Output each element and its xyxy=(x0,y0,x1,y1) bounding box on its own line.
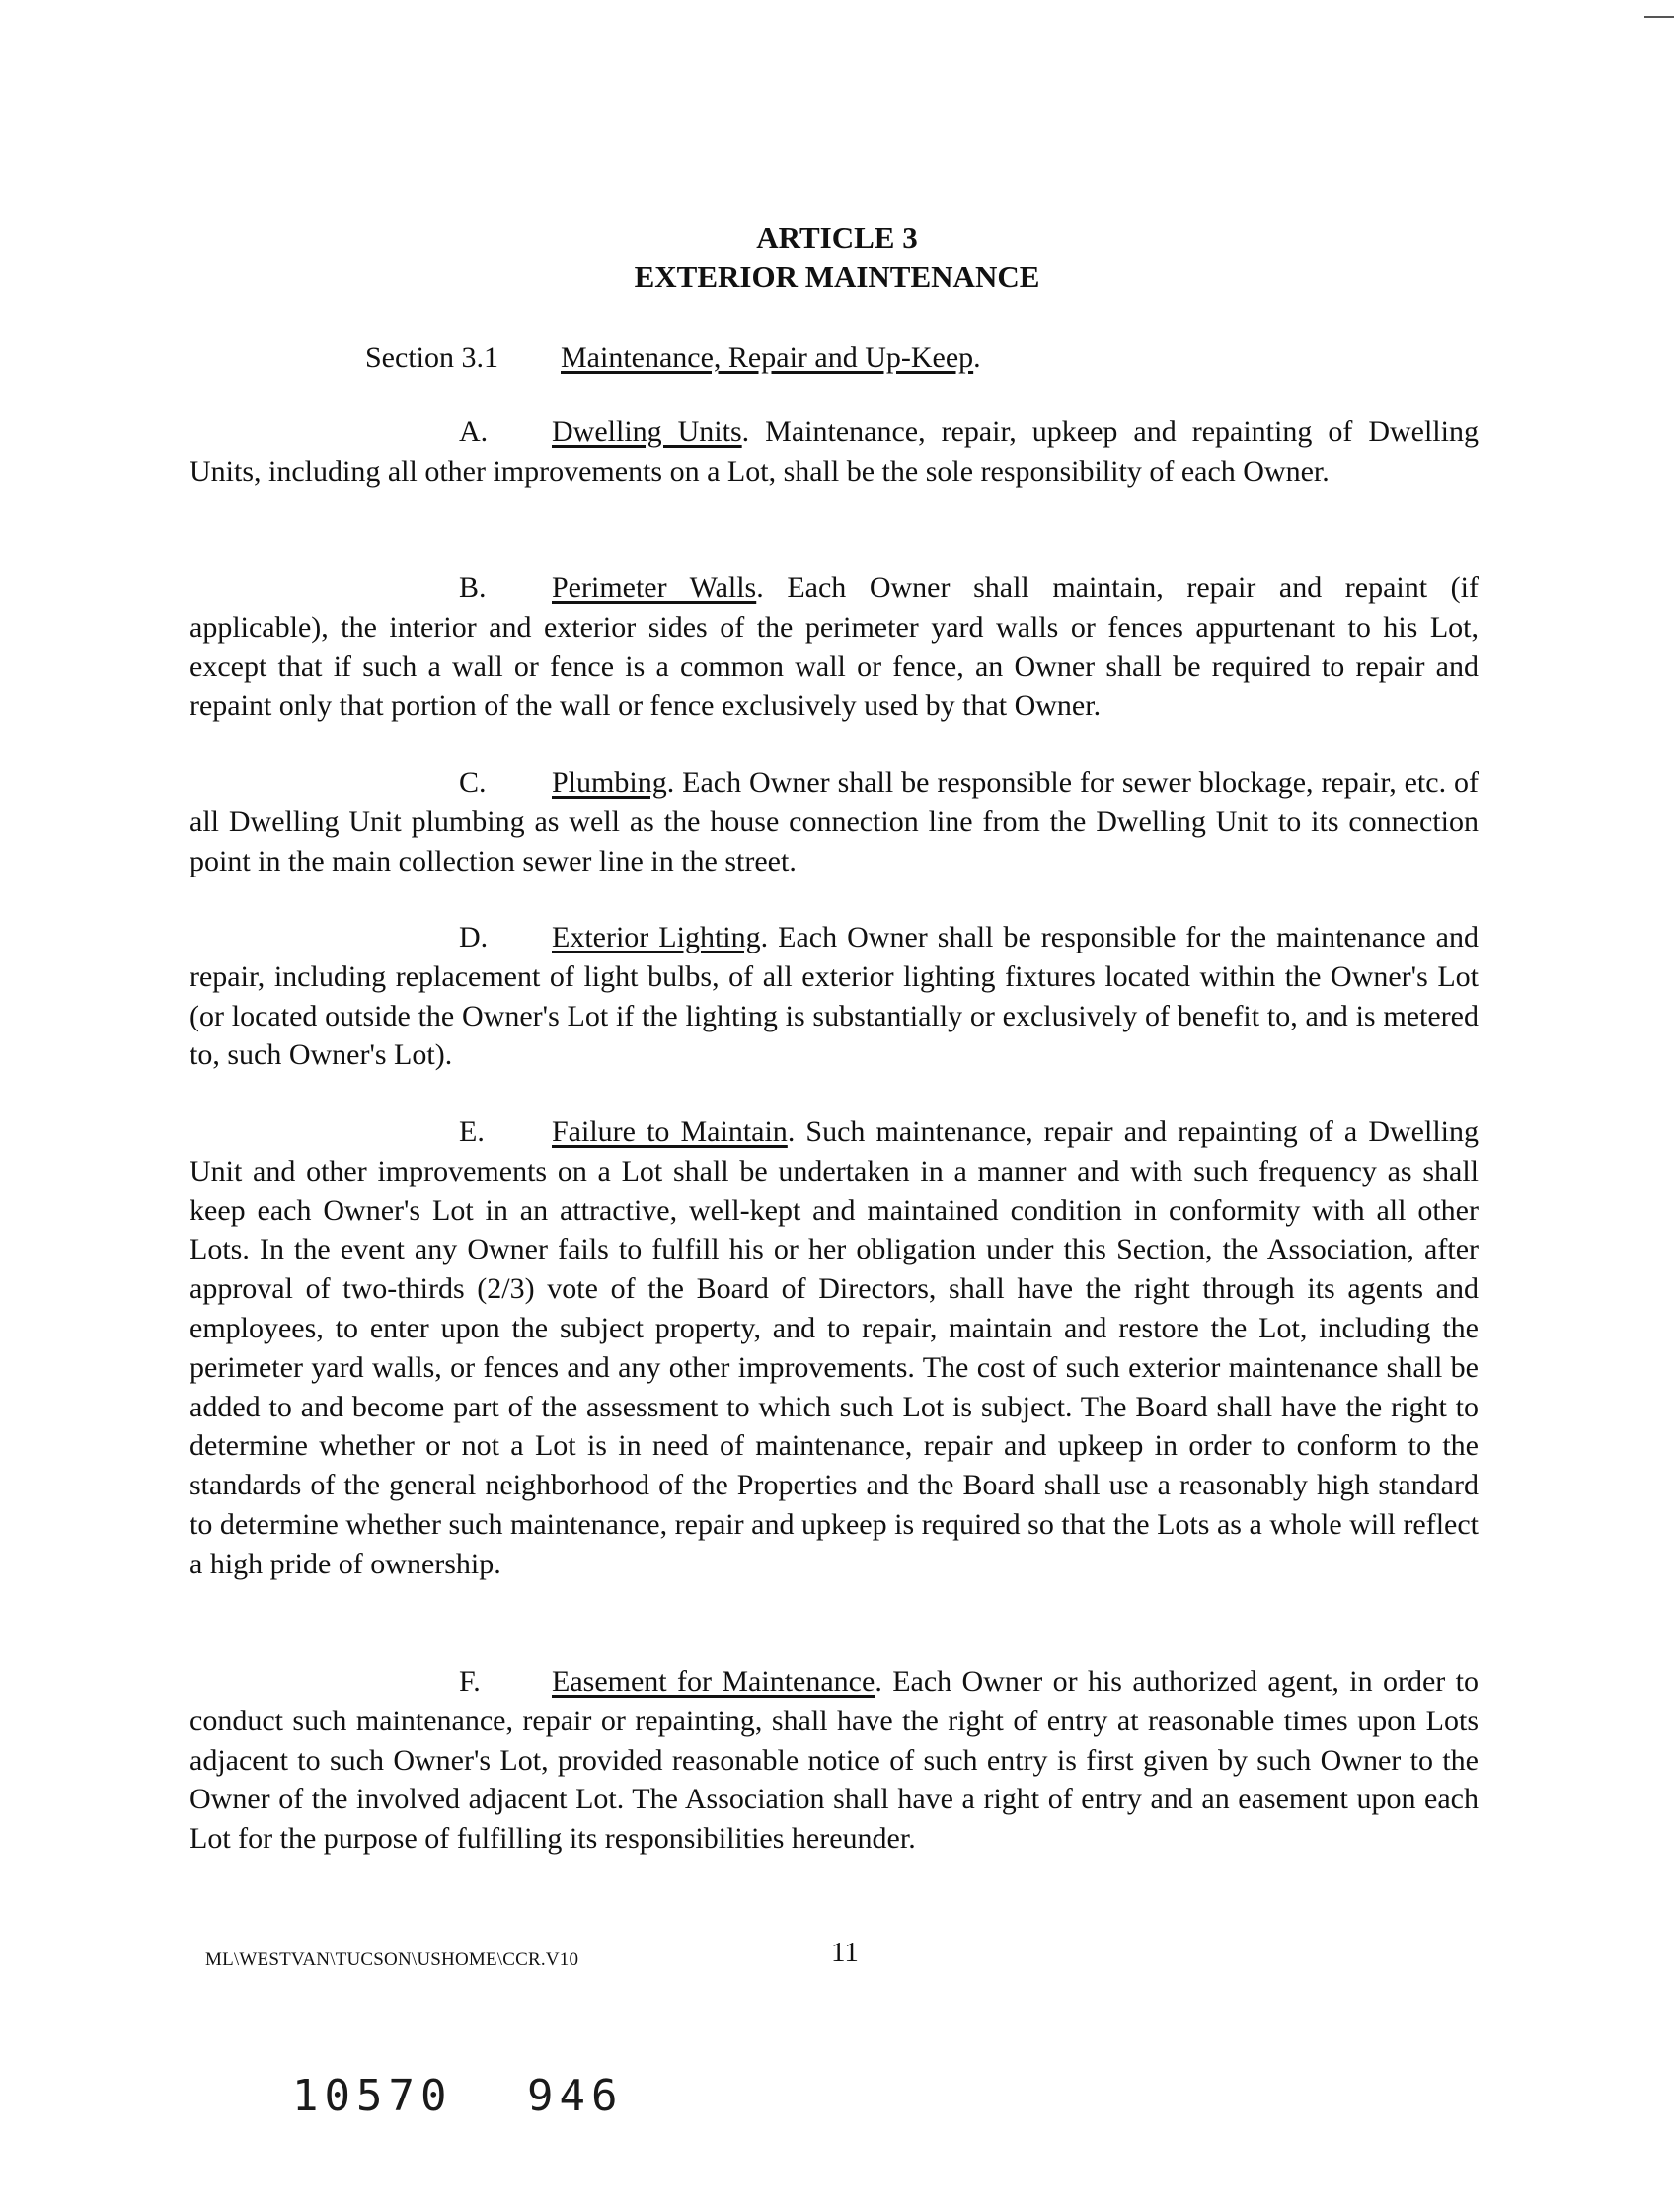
paragraph-letter: A. xyxy=(459,416,489,448)
paragraph-heading: Plumbing xyxy=(552,766,667,799)
section-title: Maintenance, Repair and Up-Keep xyxy=(561,342,974,374)
section-title-wrap xyxy=(561,340,981,377)
paragraph-body: . Each Owner shall be responsible for the maintenance and repair, including replacement of light bulbs, of all exterior lighting fixtures located within the Owner's Lot (or located outside the Owner's Lot if the lighting is substantially or exclusively of benefit to, and is metered to, such Owner's Lot). xyxy=(190,921,1479,1072)
paragraph-b xyxy=(190,569,1479,725)
paragraph-heading: Perimeter Walls xyxy=(552,572,757,604)
paragraph-body: . Each Owner or his authorized agent, in order to conduct such maintenance, repair or repainting, shall have the right of entry at reasonable times upon Lots adjacent to such Owner's Lot, provided reasonable notice of such entry is first given by such Owner to the Owner of the involved adjacent Lot. The Association shall have a right of entry and an easement upon each Lot for the purpose of fulfilling its responsibilities hereunder. xyxy=(190,1665,1479,1856)
paragraph-heading: Dwelling Units xyxy=(552,416,742,448)
recording-page-number: 946 xyxy=(527,2071,624,2121)
paragraph-body: . Such maintenance, repair and repainting of a Dwelling Unit and other improvements on a Lot shall be undertaken in a manner and with such frequency as shall keep each Owner's Lot in an attractive, well-kept and maintained condition in conformity with all other Lots. In the event any Owner fails to fulfill his or her obligation under this Section, the Association, after approval of two-thirds (2/3) vote of the Board of Directors, shall have the right through its agents and employees, to enter upon the subject property, and to repair, maintain and restore the Lot, including the perimeter yard walls, or fences and any other improvements. The cost of such exterior maintenance shall be added to and become part of the assessment to which such Lot is subject. The Board shall have the right to determine whether or not a Lot is in need of maintenance, repair and upkeep in order to conform to the standards of the general neighborhood of the Properties and the Board shall use a reasonably high standard to determine whether such maintenance, repair and upkeep is required so that the Lots as a whole will reflect a high pride of ownership. xyxy=(190,1115,1479,1580)
paragraph-letter: C. xyxy=(459,766,487,799)
article-title: EXTERIOR MAINTENANCE xyxy=(634,260,1040,294)
paragraph-c xyxy=(190,763,1479,880)
paragraph-letter: F. xyxy=(459,1665,481,1698)
paragraph-body: . Maintenance, repair, upkeep and repainting of Dwelling Units, including all other improvements on a Lot, shall be the sole responsibility of each Owner. xyxy=(190,416,1479,488)
scan-edge-mark xyxy=(1644,16,1674,18)
section-number: Section 3.1 xyxy=(365,342,498,374)
paragraph-f xyxy=(190,1662,1479,1859)
paragraph-heading: Exterior Lighting xyxy=(552,921,761,953)
paragraph-body: . Each Owner shall be responsible for sewer blockage, repair, etc. of all Dwelling Unit plumbing as well as the house connection line from the Dwelling Unit to its connection point in the main collection sewer line in the street. xyxy=(190,766,1479,877)
section-heading xyxy=(365,340,981,377)
paragraph-d xyxy=(190,918,1479,1075)
paragraph-heading: Failure to Maintain xyxy=(552,1115,788,1148)
paragraph-e xyxy=(190,1112,1479,1584)
footer-file-reference: ML\WESTVAN\TUCSON\USHOME\CCR.V10 xyxy=(205,1949,579,1970)
recording-docket-number: 10570 xyxy=(292,2071,453,2121)
paragraph-a xyxy=(190,413,1479,492)
paragraph-letter: D. xyxy=(459,921,489,953)
paragraph-letter: E. xyxy=(459,1115,485,1148)
paragraph-body: . Each Owner shall maintain, repair and repaint (if applicable), the interior and exterior sides of the perimeter yard walls or fences appurtenant to his Lot, except that if such a wall or fence is a common wall or fence, an Owner shall be required to repair and repaint only that portion of the wall or fence exclusively used by that Owner. xyxy=(190,572,1479,723)
section-title-suffix: . xyxy=(973,342,981,374)
article-number: ARTICLE 3 xyxy=(756,220,918,255)
page-number: 11 xyxy=(831,1937,859,1968)
paragraph-heading: Easement for Maintenance xyxy=(552,1665,875,1698)
paragraph-letter: B. xyxy=(459,572,487,604)
